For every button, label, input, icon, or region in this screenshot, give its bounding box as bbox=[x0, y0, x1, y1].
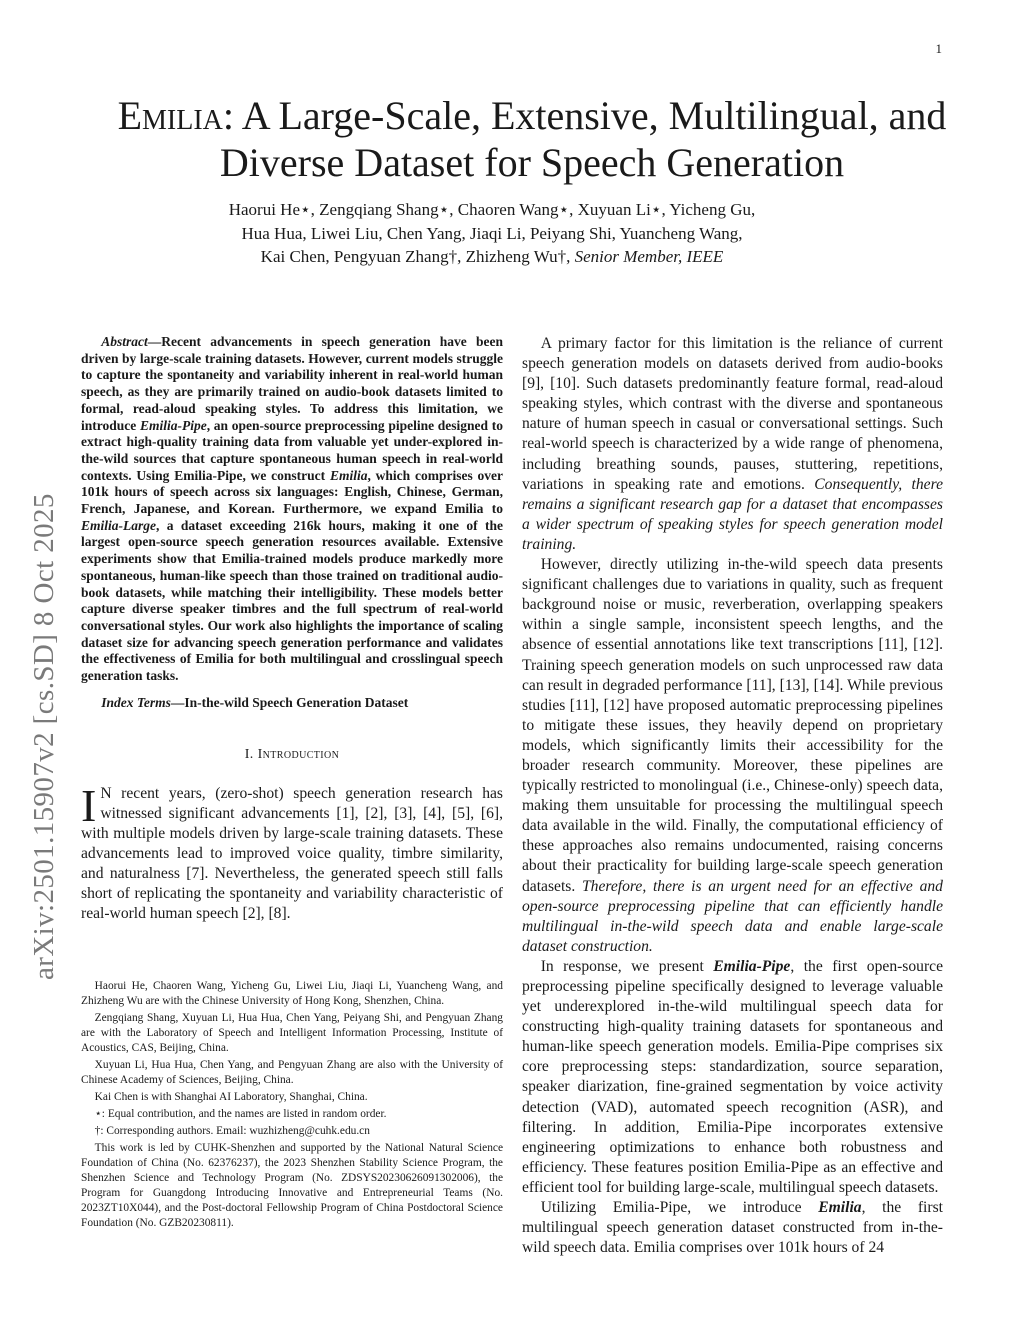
abstract bbox=[81, 334, 503, 685]
footnote: Xuyuan Li, Hua Hua, Chen Yang, and Pengyuan Zhang are also with the University of Chinese Academy of Sciences, Beijing, China. bbox=[81, 1059, 503, 1086]
author-line-1: Haorui He⋆, Zengqiang Shang⋆, Chaoren Wang⋆, Xuyuan Li⋆, Yicheng Gu, bbox=[228, 200, 756, 219]
p3-text-a: In response, we present bbox=[540, 957, 714, 975]
abstract-text-a: —Recent advancements in speech generation have been driven by large-scale training datasets. However, current models struggle to capture the spontaneity and variability inherent in real-world human speech, as they are primarily trained on audio-book datasets limited to formal, read-aloud speaking styles. To address this limitation, we introduce bbox=[81, 334, 503, 433]
title-dataset-name: Emilia bbox=[117, 93, 223, 138]
p4-text-a: Utilizing Emilia-Pipe, we introduce bbox=[540, 1199, 819, 1217]
abstract-emph-emilia: Emilia bbox=[329, 467, 368, 483]
abstract-text-c: , which comprises over 101k hours of speech across six languages: English, Chinese, German, French, Japanese, and Korean. Furthermore, we expand Emilia to bbox=[81, 467, 503, 517]
p4-text-b: , the first multilingual speech generation dataset constructed from in-the-wild speech data. Emilia comprises over 101k hours of 24 bbox=[522, 1199, 943, 1257]
index-terms-label: Index Terms bbox=[101, 694, 171, 710]
body-paragraph-4 bbox=[522, 1198, 943, 1258]
author-line-3-names: Kai Chen, Pengyuan Zhang†, Zhizheng Wu†, bbox=[260, 247, 571, 266]
index-terms-text: —In-the-wild Speech Generation Dataset bbox=[170, 694, 409, 710]
drop-cap: I bbox=[81, 779, 97, 831]
author-line-2: Hua Hua, Liwei Liu, Chen Yang, Jiaqi Li, Peiyang Shi, Yuancheng Wang, bbox=[241, 223, 743, 243]
abstract-emph-pipe: Emilia-Pipe bbox=[139, 417, 207, 433]
intro-paragraph bbox=[81, 779, 503, 925]
p2-italic: Therefore, there is an urgent need for an effective and open-source preprocessing pipeline that can efficiently handle multilingual in-the-wild speech data and enable large-scale dataset construction. bbox=[522, 877, 943, 955]
abstract-text-d: , a dataset exceeding 216k hours, making it one of the largest open-source speech generation resources available. Extensive experiments show that Emilia-trained models produce markedly more spontaneous, human-like speech than those trained on traditional audio-book datasets, while matching their intelligibility. These models better capture diverse speaker timbres and the full spectrum of real-world conversational styles. Our work also highlights the importance of scaling dataset size for advancing speech generation performance and validates the effectiveness of Emilia for both multilingual and crosslingual speech generation tasks. bbox=[81, 517, 503, 684]
abstract-label: Abstract bbox=[101, 334, 148, 349]
author-membership: Senior Member, IEEE bbox=[574, 247, 724, 266]
affiliation-footnotes bbox=[81, 979, 503, 1233]
p3-emph: Emilia-Pipe bbox=[713, 957, 791, 975]
section-numeral: I. bbox=[244, 747, 254, 763]
footnote: †: Corresponding authors. Email: wuzhizheng@cuhk.edu.cn bbox=[94, 1125, 370, 1137]
index-terms bbox=[81, 695, 503, 712]
footnote: Haorui He, Chaoren Wang, Yicheng Gu, Liwei Liu, Jiaqi Li, Yuancheng Wang, and Zhizheng Wu are with the Chinese University of Hong Kong, Shenzhen, China. bbox=[81, 980, 503, 1007]
section-title: Introduction bbox=[257, 747, 340, 763]
p4-emph: Emilia bbox=[818, 1199, 862, 1217]
footnote: ⋆: Equal contribution, and the names are listed in random order. bbox=[94, 1108, 387, 1120]
body-paragraph-3 bbox=[522, 957, 943, 1198]
title-rest: : A Large-Scale, Extensive, Multilingual, and Diverse Dataset for Speech Generation bbox=[219, 93, 947, 185]
intro-text: N recent years, (zero-shot) speech generation research has witnessed significant advancements [1], [2], [3], [4], [5], [6], with multiple models driven by large-scale training datasets. These advancements lead to improved voice quality, timbre similarity, and naturalness [7]. Nevertheless, the generated speech still falls short of replicating the spontaneity and variability characteristic of real-world human speech [2], [8]. bbox=[81, 784, 503, 923]
left-column bbox=[81, 334, 503, 924]
author-list bbox=[180, 198, 804, 269]
footnote: Kai Chen is with Shanghai AI Laboratory, Shanghai, China. bbox=[94, 1091, 368, 1103]
p2-text: However, directly utilizing in-the-wild speech data presents significant challenges due to variations in quality, such as frequent background noise or music, reverberation, overlapping speakers within a single sample, inconsistent speech lengths, and the absence of essential annotations like text transcriptions [11], [12]. Training speech generation models on such unprocessed raw data can result in degraded performance [11], [13], [14]. While previous studies [11], [12] have proposed automatic preprocessing pipelines to mitigate these issues, they heavily depend on proprietary models, which significantly limits their accessibility for the broader research community. Moreover, these pipelines are typically restricted to monolingual (i.e., Chinese-only) speech data, making them unsuitable for processing the multilingual speech data available in the wild. Finally, the computational efficiency of these approaches also remains undocumented, raising concerns about their practicality for building large-scale speech generation datasets. bbox=[522, 556, 943, 895]
arxiv-identifier-stamp: arXiv:2501.15907v2 [cs.SD] 8 Oct 2025 bbox=[28, 493, 60, 980]
footnote: This work is led by CUHK-Shenzhen and supported by the National Natural Science Foundation of China (No. 62376237), the 2023 Shenzhen Stability Science Program, the Shenzhen Science and Technology Program (No. ZDSYS20230626091302006), the Program for Guangdong Introducing Innovative and Entrepreneurial Teams (No. 2023ZT10X044), and the Post-doctoral Fellowship Program of China Postdoctoral Science Foundation (No. GZB20230811). bbox=[81, 1142, 503, 1229]
footnote: Zengqiang Shang, Xuyuan Li, Hua Hua, Chen Yang, Peiyang Shi, and Pengyuan Zhang are with the Laboratory of Speech and Intelligent Information Processing, Institute of Acoustics, CAS, Beijing, China. bbox=[81, 1012, 503, 1054]
abstract-emph-large: Emilia-Large bbox=[81, 517, 156, 533]
section-heading-introduction bbox=[81, 745, 503, 765]
p3-text-b: , the first open-source preprocessing pipeline specifically designed to leverage valuable yet underexplored in-the-wild multilingual speech data for constructing high-quality training datasets for spontaneous and human-like speech generation models. Emilia-Pipe comprises six core preprocessing steps: standardization, source separation, speaker diarization, fine-grained segmentation by voice activity detection (VAD), automated speech recognition (ASR), and filtering. In addition, Emilia-Pipe incorporates extensive engineering optimizations to enhance both robustness and efficiency. These features position Emilia-Pipe as an effective and efficient tool for building large-scale, multilingual speech datasets. bbox=[522, 957, 944, 1196]
p1-text: A primary factor for this limitation is the reliance of current speech generation models on datasets derived from audio-books [9], [10]. Such datasets predominantly feature formal, read-aloud speaking styles, which contrast with the diverse and spontaneous nature of human speech in casual or conversational settings. Such real-world speech is characterized by a wide range of phenomena, including breathing sounds, pauses, stuttering, repetitions, variations in speaking rate and emotions. bbox=[522, 335, 943, 493]
right-column bbox=[522, 334, 943, 1258]
p1-italic: Consequently, there remains a significant research gap for a dataset that encompasses a wider spectrum of speaking styles for speech generation model training. bbox=[522, 475, 944, 553]
author-line-3 bbox=[180, 245, 804, 269]
body-paragraph-2 bbox=[522, 555, 943, 957]
page-number: 1 bbox=[935, 41, 942, 56]
paper-title bbox=[60, 92, 1004, 186]
body-paragraph-1 bbox=[522, 334, 943, 555]
abstract-text-b: , an open-source preprocessing pipeline designed to extract high-quality training data from valuable yet under-explored in-the-wild sources that capture spontaneous human speech in real-world contexts. Using Emilia-Pipe, we construct bbox=[81, 417, 503, 483]
